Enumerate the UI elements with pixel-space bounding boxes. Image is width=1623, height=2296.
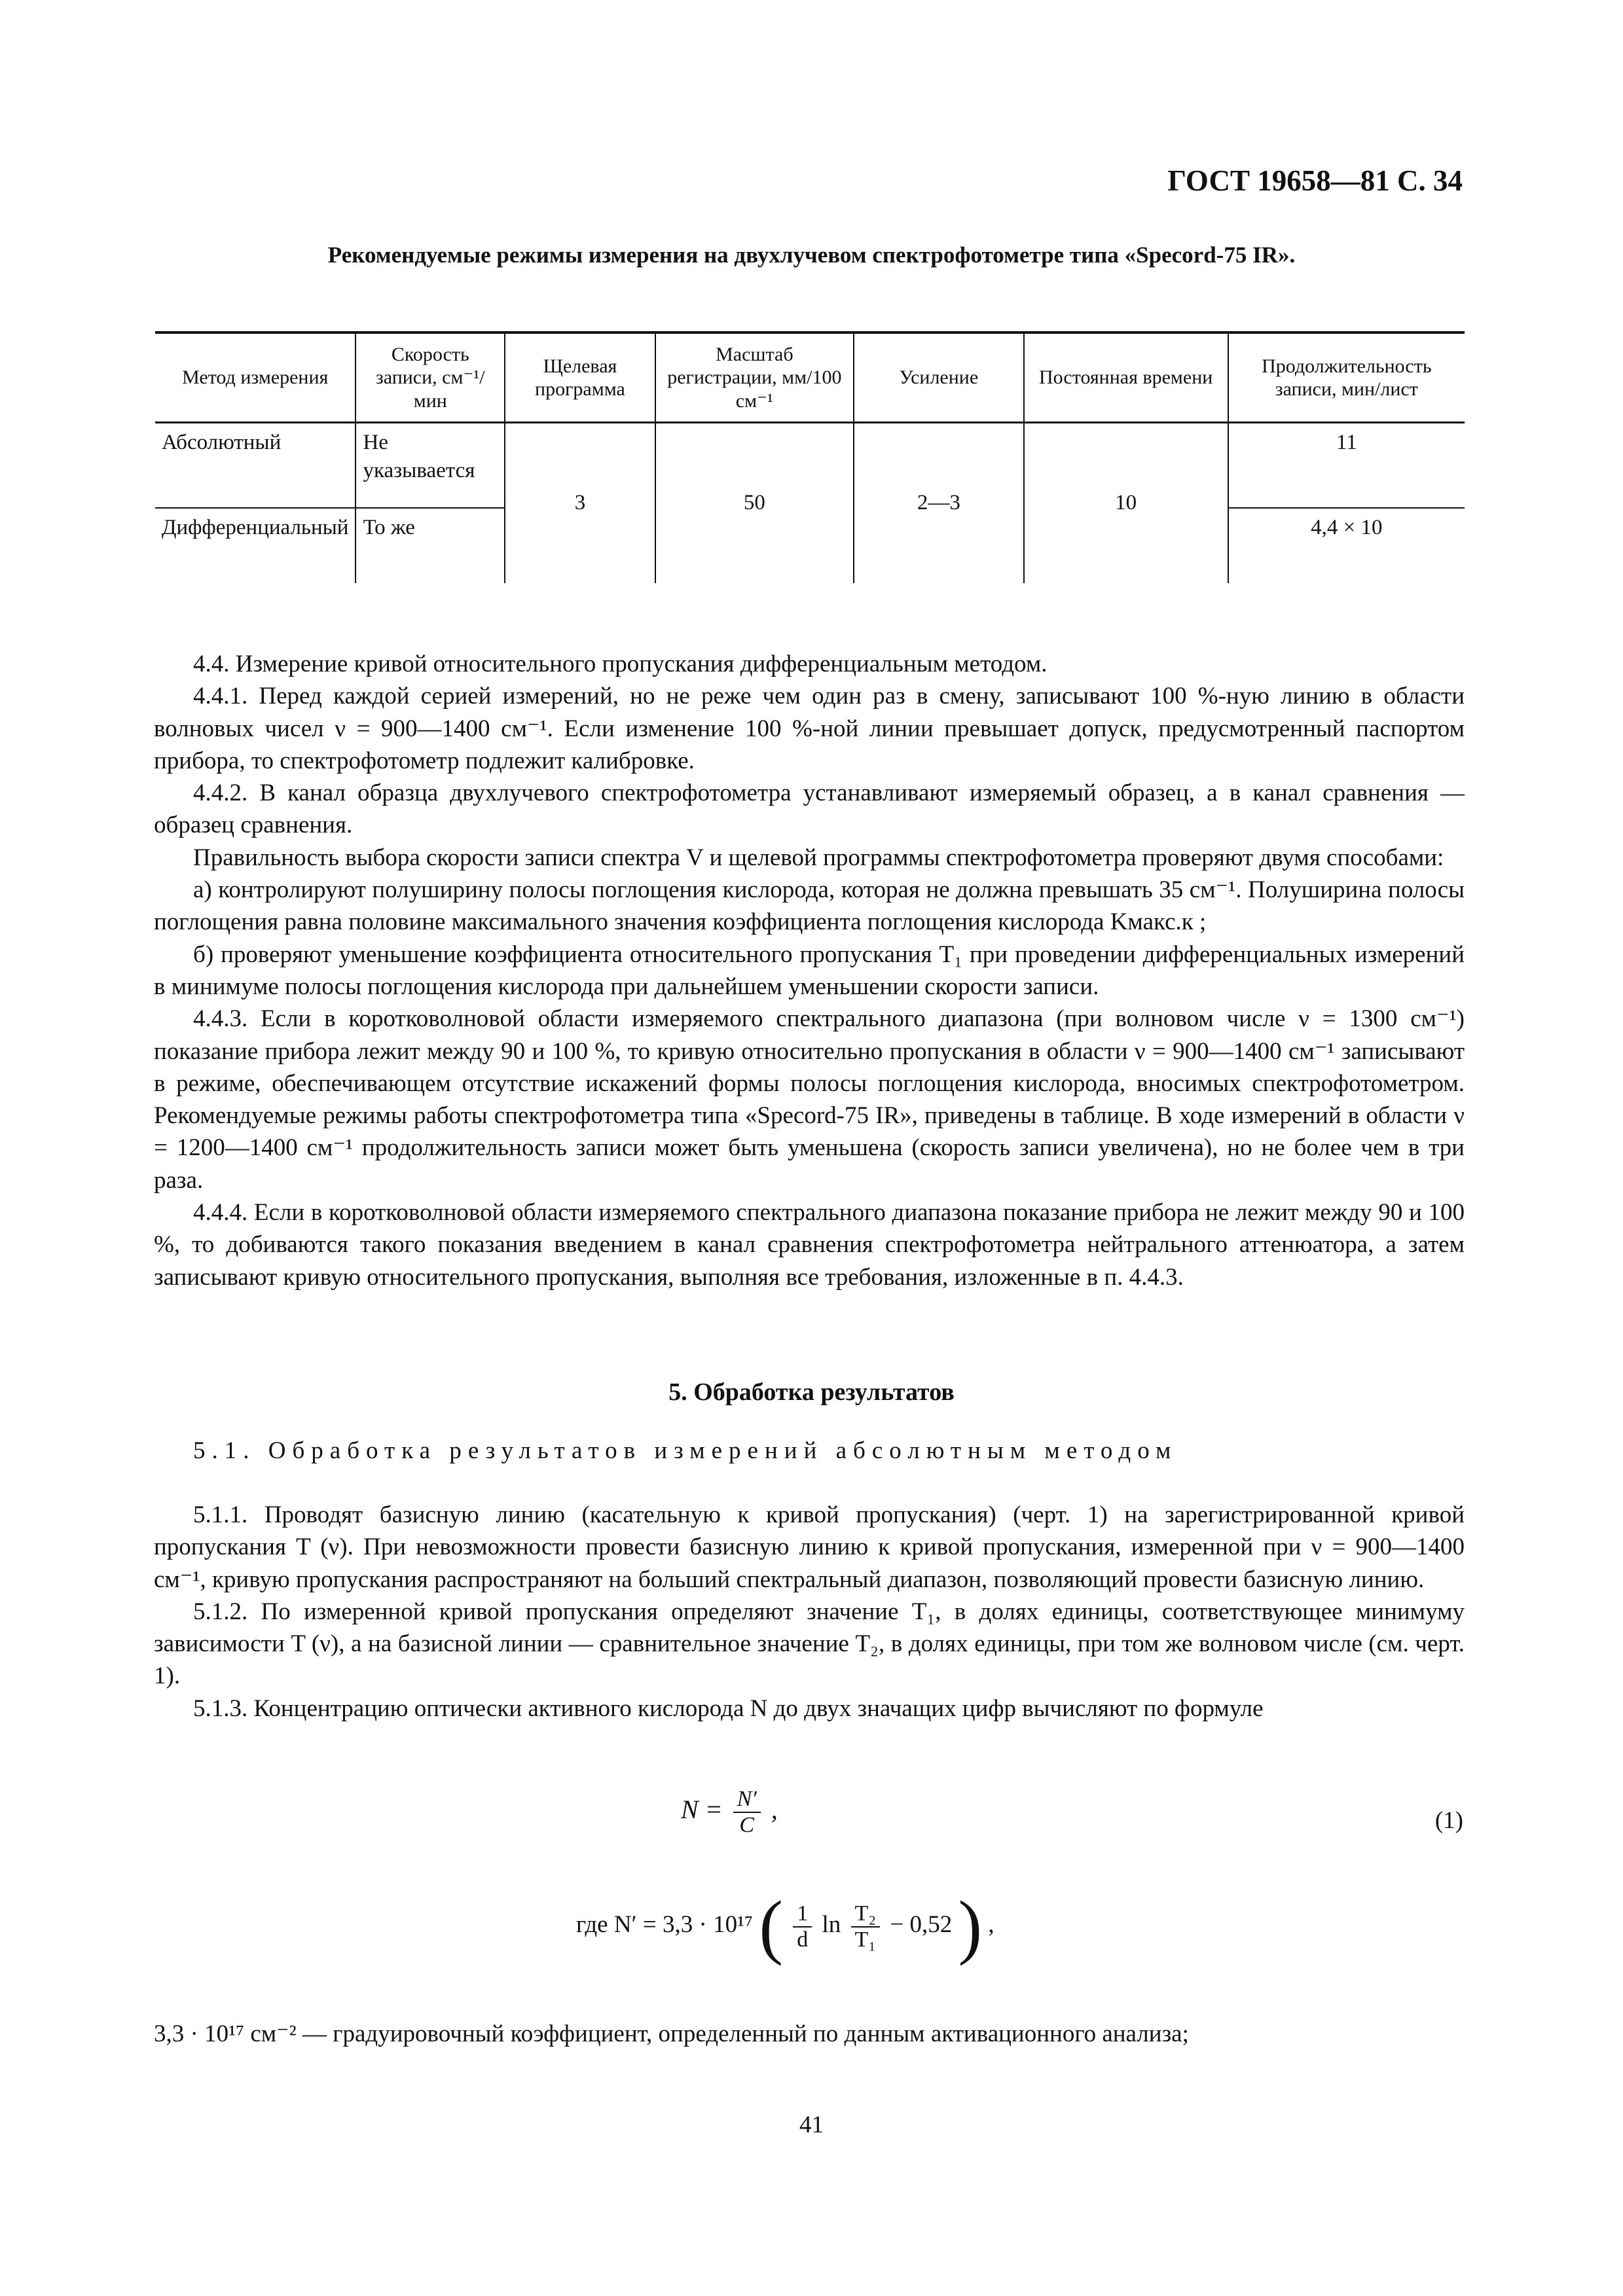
table-cell-duration: 11 — [1228, 423, 1465, 508]
formula-ratio-numerator: T₂ — [851, 1901, 881, 1928]
main-text-section-5 — [154, 1499, 1465, 1725]
paragraph: Правильность выбора скорости записи спектра V и щелевой программы спектрофотометра проверяют двумя способами: — [193, 844, 1444, 871]
paragraph: 4.4.3. Если в коротковолновой области измеряемого спектрального диапазона (при волновом числе ν = 1300 см⁻¹) показание прибора лежит между 90 и 100 %, то кривую относительно пропускания в области ν = 900—1400 см⁻¹ записывают в режиме, обеспечивающем отсутствие искажений формы полосы поглощения кислорода, вносимых спектрофотометром. Рекомендуемые режимы работы спектрофотометра типа «Specord-75 IR», приведены в таблице. В ходе измерений в области ν = 1200—1400 см⁻¹ продолжительность записи может быть уменьшена (скорость записи увеличена), но не более чем в три раза. — [154, 1005, 1465, 1194]
paragraph: 5.1.3. Концентрацию оптически активного кислорода N до двух значащих цифр вычисляют по формуле — [193, 1695, 1264, 1722]
formula-where — [576, 1885, 994, 1968]
subsection-heading: 5.1. Обработка результатов измерений абсолютным методом — [193, 1437, 1178, 1464]
paragraph: 4.4.1. Перед каждой серией измерений, но не реже чем один раз в смену, записывают 100 %-ную линию в области волновых чисел ν = 900—1400 см⁻¹. Если изменение 100 %-ной линии превышает допуск, предусмотренный паспортом прибора, то спектрофотометр подлежит калибровке. — [154, 683, 1465, 774]
table-header-cell: Постоянная времени — [1024, 332, 1228, 423]
table-header-cell: Усиление — [854, 332, 1024, 423]
formula-inner-fraction — [793, 1901, 812, 1952]
section-heading: 5. Обработка результатов — [668, 1378, 955, 1406]
formula-tail: , — [771, 1795, 778, 1825]
paragraph: б) проверяют уменьшение коэффициента относительного пропускания T₁ при проведении дифференциальных измерений в минимуме полосы поглощения кислорода при дальнейшем уменьшении скорости записи. — [154, 941, 1465, 1000]
paragraph: 5.1.1. Проводят базисную линию (касательную к кривой пропускания) (черт. 1) на зарегистрированной кривой пропускания T (ν). При невозможности провести базисную линию к кривой пропускания, измеренной при ν = 900—1400 см⁻¹, кривую пропускания распространяют на больший спектральный диапазон, позволяющий провести базисную линию. — [154, 1501, 1465, 1593]
table-header-cell: Масштаб регистрации, мм/100 см⁻¹ — [655, 332, 854, 423]
table-header-cell: Продолжительность записи, мин/лист — [1228, 332, 1465, 423]
table-row — [155, 423, 1465, 508]
table-cell-scale: 50 — [655, 423, 854, 583]
table-cell-gain: 2—3 — [854, 423, 1024, 583]
page-number: 41 — [799, 2111, 824, 2138]
table-header-cell: Скорость записи, см⁻¹/мин — [356, 332, 505, 423]
table-cell-slit: 3 — [505, 423, 655, 583]
formula-numerator: N′ — [733, 1787, 761, 1813]
table-header-row — [155, 332, 1465, 423]
table-header-cell: Метод измерения — [155, 332, 356, 423]
paragraph: 5.1.2. По измеренной кривой пропускания определяют значение T₁, в долях единицы, соответствующее минимуму зависимости T (ν), а на базисной линии — сравнительное значение T₂, в долях единицы, при том же волновом числе (см. черт. 1). — [154, 1598, 1465, 1690]
table-cell-method: Абсолютный — [162, 431, 282, 455]
formula-ratio-denominator: T₁ — [854, 1927, 877, 1952]
formula-lhs: N = — [681, 1795, 723, 1825]
formula-1 — [681, 1787, 778, 1838]
table-header-cell: Щелевая программа — [505, 332, 655, 423]
formula-fraction — [733, 1787, 761, 1838]
table-cell-speed: Не указывается — [356, 423, 505, 508]
formula-denominator: C — [739, 1813, 755, 1837]
formula-ratio — [851, 1901, 881, 1952]
formula-ln: ln — [822, 1910, 841, 1938]
paragraph: 4.4.2. В канал образца двухлучевого спектрофотометра устанавливают измеряемый образец, а в канал сравнения — образец сравнения. — [154, 780, 1465, 839]
table-cell-speed: То же — [356, 508, 505, 583]
equation-number: (1) — [1434, 1807, 1463, 1834]
table-cell-duration: 4,4 × 10 — [1228, 508, 1465, 583]
paragraph: 4.4. Измерение кривой относительного пропускания дифференциальным методом. — [193, 651, 1048, 677]
document-header: ГОСТ 19658—81 С. 34 — [1167, 164, 1463, 197]
coefficient-note: 3,3 · 10¹⁷ см⁻² — градуировочный коэффициент, определенный по данным активационного анализа; — [154, 2020, 1189, 2047]
table-caption: Рекомендуемые режимы измерения на двухлучевом спектрофотометре типа «Specord-75 IR». — [327, 242, 1296, 268]
table-cell-method: Дифференциальный — [155, 508, 356, 583]
formula-constant: − 0,52 — [890, 1910, 953, 1938]
formula-close: , — [988, 1910, 994, 1938]
main-text-section-4 — [154, 648, 1465, 1293]
formula-inner-numerator: 1 — [793, 1901, 812, 1928]
paragraph: а) контролируют полуширину полосы поглощения кислорода, которая не должна превышать 35 см⁻¹. Полуширина полосы поглощения равна половине максимального значения коэффициента поглощения кислорода Kмакс.к ; — [154, 876, 1465, 936]
modes-table — [155, 331, 1465, 583]
formula-where-prefix: где N′ = 3,3 · 10¹⁷ — [576, 1910, 754, 1938]
right-paren-glyph: ) — [958, 1886, 983, 1966]
paragraph: 4.4.4. Если в коротковолновой области измеряемого спектрального диапазона показание прибора не лежит между 90 и 100 %, то добиваются такого показания введением в канал сравнения спектрофотометра нейтрального аттенюатора, а затем записывают кривую относительного пропускания, выполняя все требования, изложенные в п. 4.4.3. — [154, 1199, 1465, 1291]
formula-inner-denominator: d — [797, 1927, 809, 1952]
left-paren-glyph: ( — [759, 1886, 783, 1966]
table-cell-time-constant: 10 — [1024, 423, 1228, 583]
